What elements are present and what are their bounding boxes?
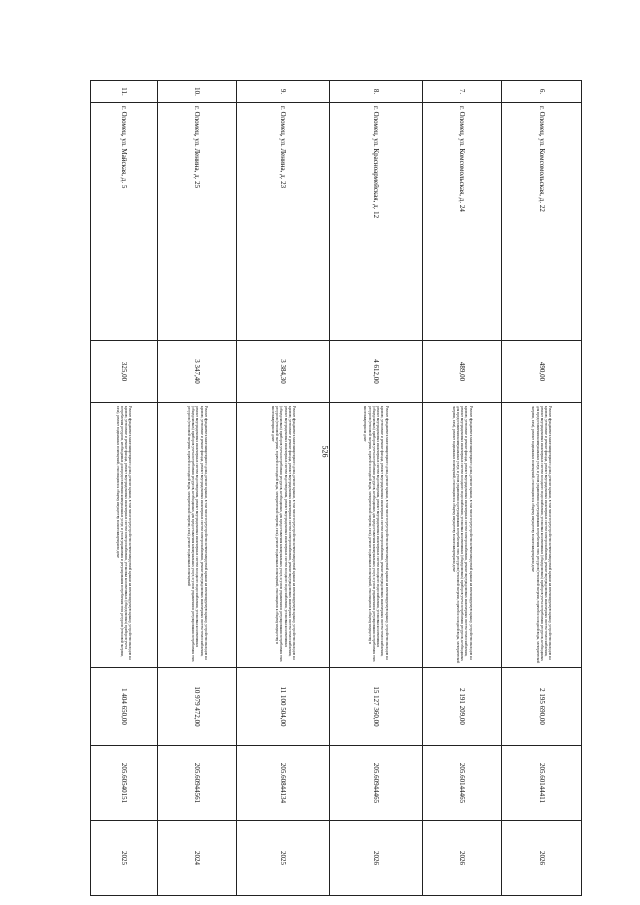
year-cell: 2026 [502, 821, 582, 896]
works-description-cell: Ремонт фундамента многоквартирного дома, ремонт крыши, в том числе переустройство невентилируемой крыши на вентилируемую крышу, устройство выходов на кровлю, утепление и ремонт фасада, ремонт внутридомовых инженерных систем электроснабжения, установка коллективных (общедомовых) приборов учета потребления ресурсов, необходимых для предоставления коммунальных услуг, и узлов управления и регулирования потребления этих ресурсов (тепловой энергии, газа), ремонт подвальных помещений, относящихся к общему имуществу в многоквартирном доме [91, 403, 158, 668]
area-cell: 4 612,00 [330, 341, 423, 403]
address-cell: г. Оломец, ул. Комсомольская, д. 24 [422, 103, 502, 341]
cost-cell: 15 127 360,00 [330, 668, 423, 746]
year-cell: 2025 [91, 821, 158, 896]
cost-cell: 2 191 209,00 [422, 668, 502, 746]
row-number-cell: 10. [157, 81, 237, 103]
cost-cell: 11 100 504,00 [237, 668, 330, 746]
year-cell: 2026 [330, 821, 423, 896]
house-code-cell: 205.60540151 [91, 746, 158, 821]
area-cell: 489,00 [422, 341, 502, 403]
row-number-cell: 11. [91, 81, 158, 103]
table-body [91, 81, 582, 896]
house-code-cell: 205.60844134 [237, 746, 330, 821]
table-row [91, 81, 158, 896]
house-code-cell: 205.60144465 [422, 746, 502, 821]
house-code-cell: 205.60144411 [502, 746, 582, 821]
house-code-cell: 205.60944561 [157, 746, 237, 821]
table-row [237, 81, 330, 896]
works-description-cell: Ремонт фундамента многоквартирного дома, ремонт крыши, в том числе переустройство невентилируемой крыши на вентилируемую крышу, устройство выходов на кровлю, утепление и ремонт фасада, ремонт внутридомовых инженерных систем электроснабжения, ремонт внутридомовых инженерных систем теплоснабжения, ремонт внутридомовых инженерных систем холодного водоснабжения, установка коллективных (общедомовых) приборов учета потребления ресурсов, необходимых для предоставления коммунальных услуг, и узлов управления и регулирования потребления этих ресурсов (тепловой энергии, горячей и холодной воды, электрической энергии, газа), ремонт подвальных помещений, относящихся к общему имуществу в многоквартирном доме [422, 403, 502, 668]
row-number-cell: 9. [237, 81, 330, 103]
year-cell: 2026 [422, 821, 502, 896]
cost-cell: 1 404 650,00 [91, 668, 158, 746]
page-number: 526 [320, 445, 330, 458]
area-cell: 325,00 [91, 341, 158, 403]
address-cell: г. Оломец, ул. Красноармейская, д. 12 [330, 103, 423, 341]
repair-program-table [90, 80, 582, 896]
table-row [330, 81, 423, 896]
area-cell: 490,00 [502, 341, 582, 403]
row-number-cell: 8. [330, 81, 423, 103]
row-number-cell: 6. [502, 81, 582, 103]
year-cell: 2025 [237, 821, 330, 896]
works-description-cell: Ремонт фундамента многоквартирного дома, ремонт крыши, в том числе переустройство невентилируемой крыши на вентилируемую крышу, устройство выходов на кровлю, утепление и ремонт фасада, ремонт внутридомовых инженерных систем электроснабжения, ремонт внутридомовых инженерных систем теплоснабжения, ремонт внутридомовых инженерных систем водоотведения, ремонт внутридомовых инженерных систем холодного водоснабжения, установка коллективных (общедомовых) приборов учета потребления ресурсов, необходимых для предоставления коммунальных услуг, и узлов управления и регулирования потребления этих ресурсов (тепловой энергии, горячей и холодной воды, электрической энергии, газа), ремонт подвальных помещений, относящихся к общему имуществу в многоквартирном доме [237, 403, 330, 668]
works-description-cell: Ремонт фундамента многоквартирного дома, ремонт крыши, в том числе переустройство невентилируемой крыши на вентилируемую крышу, устройство выходов на кровлю, утепление и ремонт фасада, ремонт внутридомовых инженерных систем электроснабжения, ремонт внутридомовых инженерных систем теплоснабжения, ремонт внутридомовых инженерных систем водоотведения, ремонт внутридомовых инженерных систем холодного водоснабжения, установка коллективных (общедомовых) приборов учета потребления ресурсов, необходимых для предоставления коммунальных услуг, и узлов управления и регулирования потребления этих ресурсов (тепловой энергии, горячей и холодной воды, электрической энергии, газа), ремонт подвальных помещений [157, 403, 237, 668]
rotated-table-container [90, 80, 582, 895]
house-code-cell: 205.60944465 [330, 746, 423, 821]
year-cell: 2024 [157, 821, 237, 896]
address-cell: г. Оломец, ул. Майская, д. 5 [91, 103, 158, 341]
address-cell: г. Оломец, ул. Комсомольская, д. 22 [502, 103, 582, 341]
works-description-cell: Ремонт фундамента многоквартирного дома, ремонт крыши, в том числе переустройство невентилируемой крыши на вентилируемую крышу, устройство выходов на кровлю, утепление и ремонт фасада, ремонт внутридомовых инженерных систем электроснабжения, ремонт внутридомовых инженерных систем теплоснабжения, ремонт внутридомовых инженерных систем водоотведения, ремонт внутридомовых инженерных систем холодного водоснабжения, установка коллективных (общедомовых) приборов учета потребления ресурсов, необходимых для предоставления коммунальных услуг, и узлов управления и регулирования потребления этих ресурсов (тепловой энергии, горячей и холодной воды, электрической энергии, газа), ремонт подвальных помещений, относящихся к общему имуществу в многоквартирном доме [330, 403, 423, 668]
address-cell: г. Оломец, ул. Ленина, д. 25 [157, 103, 237, 341]
cost-cell: 10 979 472,00 [157, 668, 237, 746]
area-cell: 3 384,30 [237, 341, 330, 403]
table-row [502, 81, 582, 896]
address-cell: г. Оломец, ул. Ленина, д. 23 [237, 103, 330, 341]
table-row [157, 81, 237, 896]
table-row [422, 81, 502, 896]
works-description-cell: Ремонт фундамента многоквартирного дома, ремонт крыши, в том числе переустройство невентилируемой крыши на вентилируемую крышу, устройство выходов на кровлю, утепление и ремонт фасада, ремонт внутридомовых инженерных систем электроснабжения, ремонт внутридомовых инженерных систем теплоснабжения, ремонт внутридомовых инженерных систем холодного водоснабжения, установка коллективных (общедомовых) приборов учета потребления ресурсов, необходимых для предоставления коммунальных услуг, и узлов управления и регулирования потребления этих ресурсов (тепловой энергии, горячей и холодной воды, электрической энергии, газа), ремонт подвальных помещений, относящихся к общему имуществу в многоквартирном доме [502, 403, 582, 668]
cost-cell: 2 195 690,00 [502, 668, 582, 746]
area-cell: 3 347,40 [157, 341, 237, 403]
row-number-cell: 7. [422, 81, 502, 103]
